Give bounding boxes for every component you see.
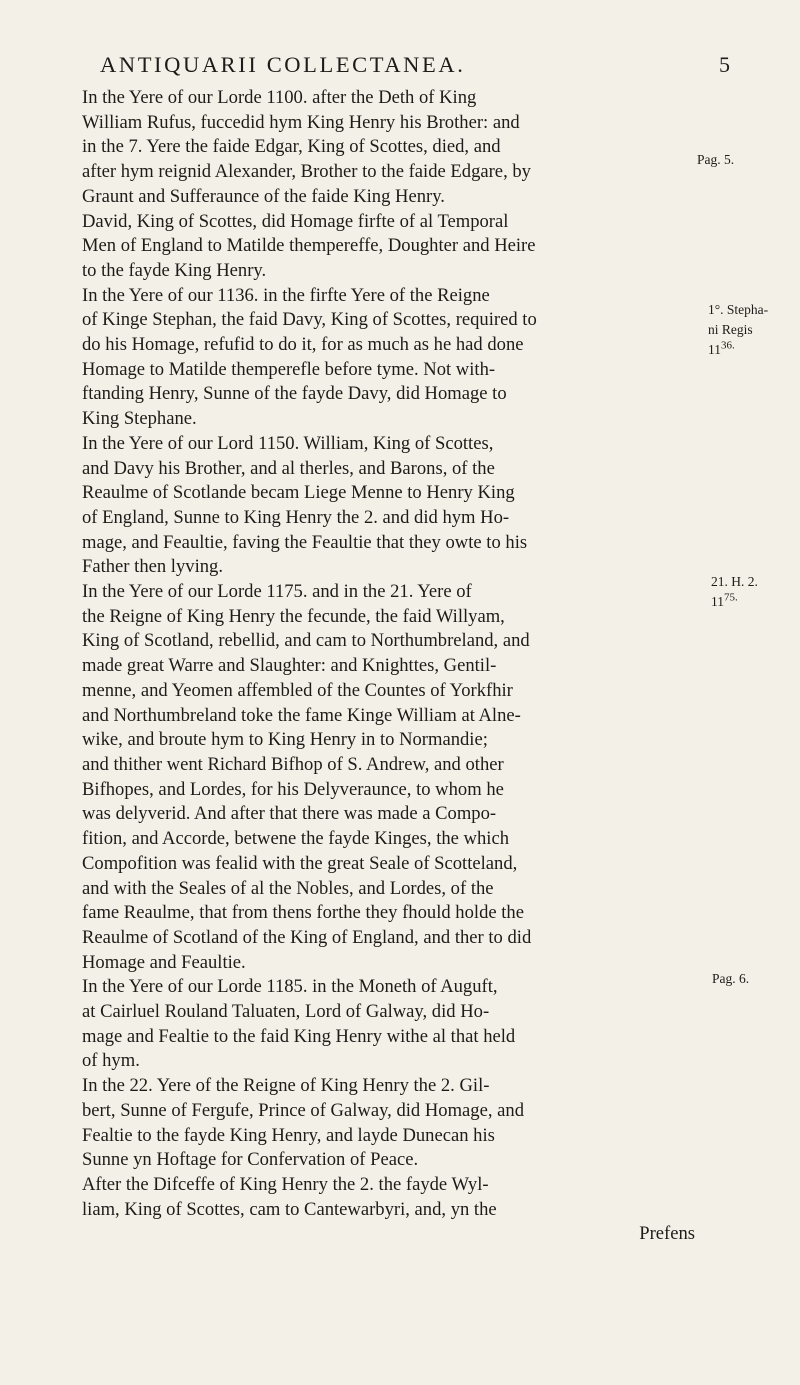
paragraph-1150 <box>53 432 703 580</box>
text-line: Sunne yn Hoftage for Confervation of Peace. <box>82 1149 419 1171</box>
text-line: of Kinge Stephan, the faid Davy, King of Scottes, required to <box>82 309 537 331</box>
text-line: Compofition was fealid with the great Seale of Scotteland, <box>82 852 518 874</box>
text-line: after hym reignid Alexander, Brother to the faide Edgare, by <box>82 161 531 183</box>
text-line: in the 7. Yere the faide Edgar, King of Scottes, died, and <box>82 136 501 158</box>
text-line: bert, Sunne of Fergufe, Prince of Galway, did Homage, and <box>82 1099 525 1121</box>
text-line: Homage and Feaultie. <box>82 951 246 973</box>
text-line: In the Yere of our 1136. in the firfte Yere of the Reigne <box>82 284 490 306</box>
margin-note-pag-6: Pag. 6. <box>712 971 750 986</box>
text-line: and Northumbreland toke the fame Kinge William at Alne- <box>82 704 521 726</box>
text-line: After the Difceffe of King Henry the 2. the fayde Wyl- <box>82 1173 489 1195</box>
paragraph-1136 <box>53 284 703 432</box>
running-head <box>0 52 800 86</box>
text-line: at Cairluel Rouland Taluaten, Lord of Galway, did Ho- <box>82 1001 490 1023</box>
text-line: Reaulme of Scotlande becam Liege Menne to Henry King <box>82 482 515 504</box>
text-line: In the 22. Yere of the Reigne of King Henry the 2. Gil- <box>82 1075 490 1097</box>
paragraph-after-decease <box>53 1173 703 1247</box>
text-line: Men of England to Matilde thempereffe, Doughter and Heire <box>82 235 536 257</box>
text-line: King of Scotland, rebellid, and cam to Northumbreland, and <box>82 630 530 652</box>
paragraph-1175 <box>53 580 703 975</box>
text-line: fame Reaulme, that from thens forthe they fhould holde the <box>82 902 524 924</box>
text-line: Bifhopes, and Lordes, for his Delyveraunce, to whom he <box>82 778 504 800</box>
text-line: mage and Fealtie to the faid King Henry withe al that held <box>82 1025 516 1047</box>
paragraph-1185 <box>53 975 703 1074</box>
text-line: David, King of Scottes, did Homage firfte of al Temporal <box>82 210 509 232</box>
running-title: ANTIQUARII COLLECTANEA. <box>100 52 466 77</box>
text-line: made great Warre and Slaughter: and Knighttes, Gentil- <box>82 655 497 677</box>
margin-note-henry-ii: 21. H. 2. $11^{75.}$ <box>711 574 758 609</box>
margin-note-pag-5: Pag. 5. <box>697 152 735 167</box>
paragraph-david <box>53 210 703 284</box>
margin-note-stephani-regis: 1°. Stepha- ni Regis $11^{36.}$ <box>708 302 769 357</box>
paragraph-1100 <box>53 86 703 210</box>
text-line: menne, and Yeomen affembled of the Countes of Yorkfhir <box>82 679 513 701</box>
text-line: Graunt and Sufferaunce of the faide King Henry. <box>82 185 445 207</box>
text-line: and with the Seales of al the Nobles, and Lordes, of the <box>82 877 494 899</box>
text-line: William Rufus, fuccedid hym King Henry his Brother: and <box>82 111 520 133</box>
text-line: wike, and broute hym to King Henry in to Normandie; <box>82 729 488 751</box>
text-line: ftanding Henry, Sunne of the fayde Davy, did Homage to <box>82 383 507 405</box>
text-line: In the Yere of our Lord 1150. William, King of Scottes, <box>82 432 494 454</box>
text-line: In the Yere of our Lorde 1100. after the Deth of King <box>82 87 477 108</box>
text-line: fition, and Accorde, betwene the fayde Kinges, the which <box>82 828 509 850</box>
text-line: In the Yere of our Lorde 1185. in the Moneth of Auguft, <box>82 976 498 998</box>
body-text <box>53 86 703 1247</box>
text-line: of England, Sunne to King Henry the 2. and did hym Ho- <box>82 506 510 528</box>
text-line: of hym. <box>82 1050 140 1072</box>
text-line: Father then lyving. <box>82 556 223 578</box>
text-line: and Davy his Brother, and al therles, and Barons, of the <box>82 457 495 479</box>
text-line: do his Homage, refufid to do it, for as much as he had done <box>82 334 524 356</box>
text-line: In the Yere of our Lorde 1175. and in the 21. Yere of <box>82 581 472 603</box>
text-line: Reaulme of Scotland of the King of England, and ther to did <box>82 926 532 948</box>
text-line: was delyverid. And after that there was made a Compo- <box>82 803 497 825</box>
text-line: and thither went Richard Bifhop of S. Andrew, and other <box>82 753 504 775</box>
text-line: mage, and Feaultie, faving the Feaultie that they owte to his <box>82 531 528 553</box>
text-line: the Reigne of King Henry the fecunde, the faid Willyam, <box>82 605 505 627</box>
text-line: Fealtie to the fayde King Henry, and layde Dunecan his <box>82 1124 495 1146</box>
text-line: King Stephane. <box>82 408 197 430</box>
text-line: liam, King of Scottes, cam to Cantewarbyri, and, yn the <box>82 1198 497 1220</box>
text-line: to the fayde King Henry. <box>82 259 267 281</box>
paragraph-gilbert <box>53 1074 703 1173</box>
catchword: Prefens <box>639 1223 695 1245</box>
text-line: Homage to Matilde themperefle before tyme. Not with- <box>82 358 496 380</box>
page-number: 5 <box>719 52 730 77</box>
